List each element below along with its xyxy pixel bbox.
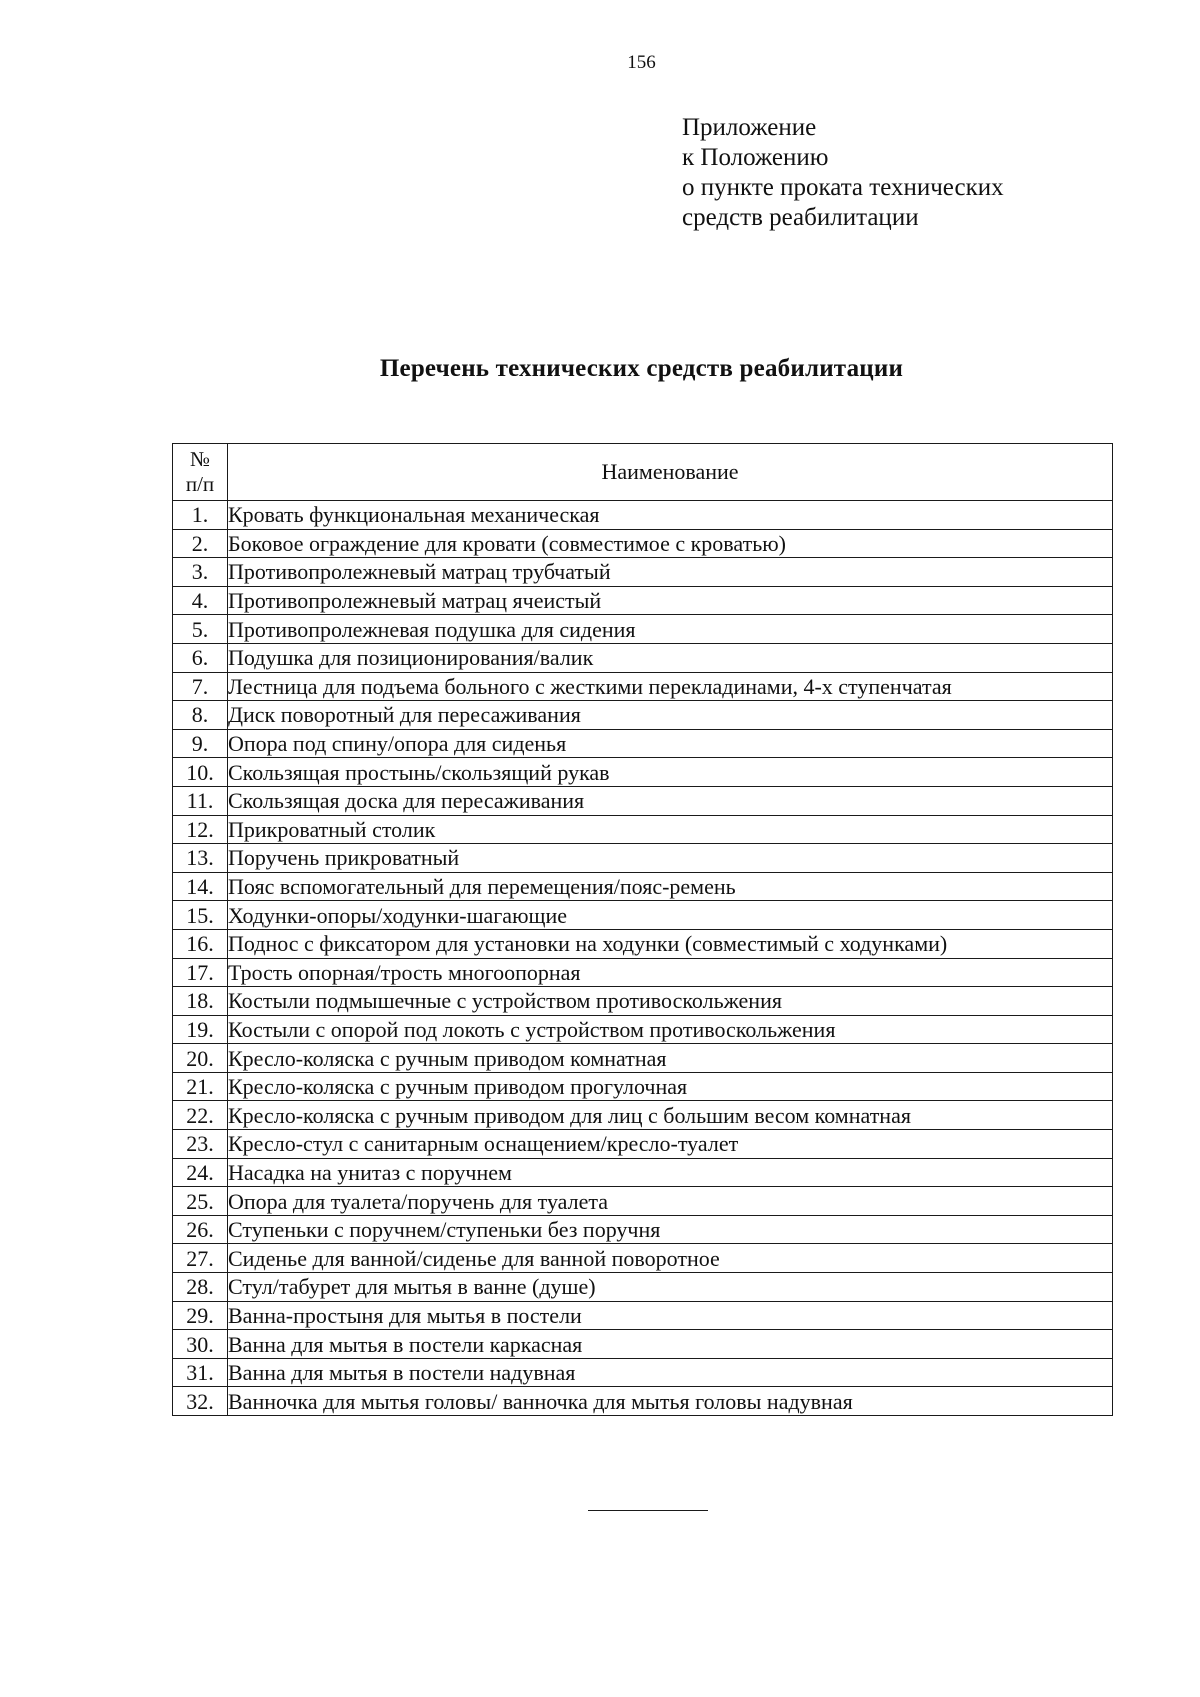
- table-row: [173, 987, 1113, 1016]
- row-number: 1.: [173, 501, 228, 530]
- end-divider: [588, 1510, 708, 1511]
- table-row: [173, 815, 1113, 844]
- row-number: 6.: [173, 643, 228, 672]
- header-number-sign: №: [189, 447, 211, 471]
- row-number: 19.: [173, 1015, 228, 1044]
- table-row: [173, 1244, 1113, 1273]
- row-name: Противопролежневый матрац ячеистый: [228, 586, 1113, 615]
- row-name: Костыли с опорой под локоть с устройством противоскольжения: [228, 1015, 1113, 1044]
- row-name: Трость опорная/трость многоопорная: [228, 958, 1113, 987]
- table-row: [173, 844, 1113, 873]
- appendix-note: [682, 113, 1004, 233]
- row-name: Сиденье для ванной/сиденье для ванной поворотное: [228, 1244, 1113, 1273]
- row-name: Ванна для мытья в постели каркасная: [228, 1330, 1113, 1359]
- table-row: [173, 929, 1113, 958]
- row-name: Опора под спину/опора для сиденья: [228, 729, 1113, 758]
- table-header-row: [173, 444, 1113, 501]
- row-name: Подушка для позиционирования/валик: [228, 643, 1113, 672]
- table-row: [173, 672, 1113, 701]
- table-row: [173, 643, 1113, 672]
- table-row: [173, 615, 1113, 644]
- row-number: 20.: [173, 1044, 228, 1073]
- row-name: Опора для туалета/поручень для туалета: [228, 1187, 1113, 1216]
- table-row: [173, 1387, 1113, 1416]
- table-row: [173, 786, 1113, 815]
- table-body: [173, 501, 1113, 1416]
- row-name: Кресло-коляска с ручным приводом комнатная: [228, 1044, 1113, 1073]
- row-name: Скользящая доска для пересаживания: [228, 786, 1113, 815]
- table-row: [173, 1044, 1113, 1073]
- row-name: Ванна-простыня для мытья в постели: [228, 1301, 1113, 1330]
- row-name: Противопролежневая подушка для сидения: [228, 615, 1113, 644]
- header-name: Наименование: [228, 444, 1113, 501]
- row-name: Поручень прикроватный: [228, 844, 1113, 873]
- row-name: Пояс вспомогательный для перемещения/пояс-ремень: [228, 872, 1113, 901]
- appendix-line: к Положению: [682, 144, 829, 171]
- table-row: [173, 501, 1113, 530]
- row-name: Ходунки-опоры/ходунки-шагающие: [228, 901, 1113, 930]
- appendix-line: Приложение: [682, 114, 817, 141]
- header-number-abbr: п/п: [185, 472, 215, 496]
- table-row: [173, 1273, 1113, 1302]
- row-number: 11.: [173, 786, 228, 815]
- row-number: 31.: [173, 1358, 228, 1387]
- row-number: 12.: [173, 815, 228, 844]
- row-name: Ванночка для мытья головы/ ванночка для мытья головы надувная: [228, 1387, 1113, 1416]
- row-number: 3.: [173, 558, 228, 587]
- appendix-line: средств реабилитации: [682, 204, 919, 231]
- table-row: [173, 1301, 1113, 1330]
- table-row: [173, 901, 1113, 930]
- row-name: Поднос с фиксатором для установки на ходунки (совместимый с ходунками): [228, 929, 1113, 958]
- row-name: Боковое ограждение для кровати (совместимое с кроватью): [228, 529, 1113, 558]
- row-name: Кресло-стул с санитарным оснащением/кресло-туалет: [228, 1130, 1113, 1159]
- table-row: [173, 1215, 1113, 1244]
- row-number: 17.: [173, 958, 228, 987]
- row-number: 10.: [173, 758, 228, 787]
- table-row: [173, 958, 1113, 987]
- row-name: Лестница для подъема больного с жесткими перекладинами, 4-х ступенчатая: [228, 672, 1113, 701]
- row-number: 5.: [173, 615, 228, 644]
- row-name: Насадка на унитаз с поручнем: [228, 1158, 1113, 1187]
- row-name: Стул/табурет для мытья в ванне (душе): [228, 1273, 1113, 1302]
- row-number: 22.: [173, 1101, 228, 1130]
- table-row: [173, 1130, 1113, 1159]
- row-number: 7.: [173, 672, 228, 701]
- row-name: Костыли подмышечные с устройством противоскольжения: [228, 987, 1113, 1016]
- header-number: [173, 444, 228, 501]
- row-number: 9.: [173, 729, 228, 758]
- row-number: 26.: [173, 1215, 228, 1244]
- table-row: [173, 758, 1113, 787]
- table-row: [173, 1187, 1113, 1216]
- row-number: 4.: [173, 586, 228, 615]
- row-number: 29.: [173, 1301, 228, 1330]
- row-name: Кровать функциональная механическая: [228, 501, 1113, 530]
- row-number: 32.: [173, 1387, 228, 1416]
- row-name: Прикроватный столик: [228, 815, 1113, 844]
- table-row: [173, 1101, 1113, 1130]
- table-row: [173, 1330, 1113, 1359]
- table-row: [173, 558, 1113, 587]
- row-number: 2.: [173, 529, 228, 558]
- page-number: 156: [627, 52, 656, 73]
- row-number: 28.: [173, 1273, 228, 1302]
- row-name: Кресло-коляска с ручным приводом для лиц с большим весом комнатная: [228, 1101, 1113, 1130]
- table-row: [173, 1015, 1113, 1044]
- row-name: Противопролежневый матрац трубчатый: [228, 558, 1113, 587]
- row-name: Кресло-коляска с ручным приводом прогулочная: [228, 1072, 1113, 1101]
- row-number: 23.: [173, 1130, 228, 1159]
- table-row: [173, 701, 1113, 730]
- row-number: 13.: [173, 844, 228, 873]
- rehab-equipment-table: [172, 443, 1113, 1416]
- row-number: 21.: [173, 1072, 228, 1101]
- row-name: Скользящая простынь/скользящий рукав: [228, 758, 1113, 787]
- appendix-line: о пункте проката технических: [682, 174, 1004, 201]
- row-number: 16.: [173, 929, 228, 958]
- row-number: 30.: [173, 1330, 228, 1359]
- row-name: Ступеньки с поручнем/ступеньки без поручня: [228, 1215, 1113, 1244]
- row-number: 25.: [173, 1187, 228, 1216]
- row-number: 27.: [173, 1244, 228, 1273]
- table-row: [173, 872, 1113, 901]
- row-number: 15.: [173, 901, 228, 930]
- table-row: [173, 586, 1113, 615]
- table-row: [173, 529, 1113, 558]
- row-number: 14.: [173, 872, 228, 901]
- row-number: 18.: [173, 987, 228, 1016]
- row-name: Диск поворотный для пересаживания: [228, 701, 1113, 730]
- table-row: [173, 1158, 1113, 1187]
- row-number: 24.: [173, 1158, 228, 1187]
- table-row: [173, 1358, 1113, 1387]
- document-title: Перечень технических средств реабилитации: [379, 355, 904, 382]
- table-row: [173, 729, 1113, 758]
- row-name: Ванна для мытья в постели надувная: [228, 1358, 1113, 1387]
- row-number: 8.: [173, 701, 228, 730]
- table-row: [173, 1072, 1113, 1101]
